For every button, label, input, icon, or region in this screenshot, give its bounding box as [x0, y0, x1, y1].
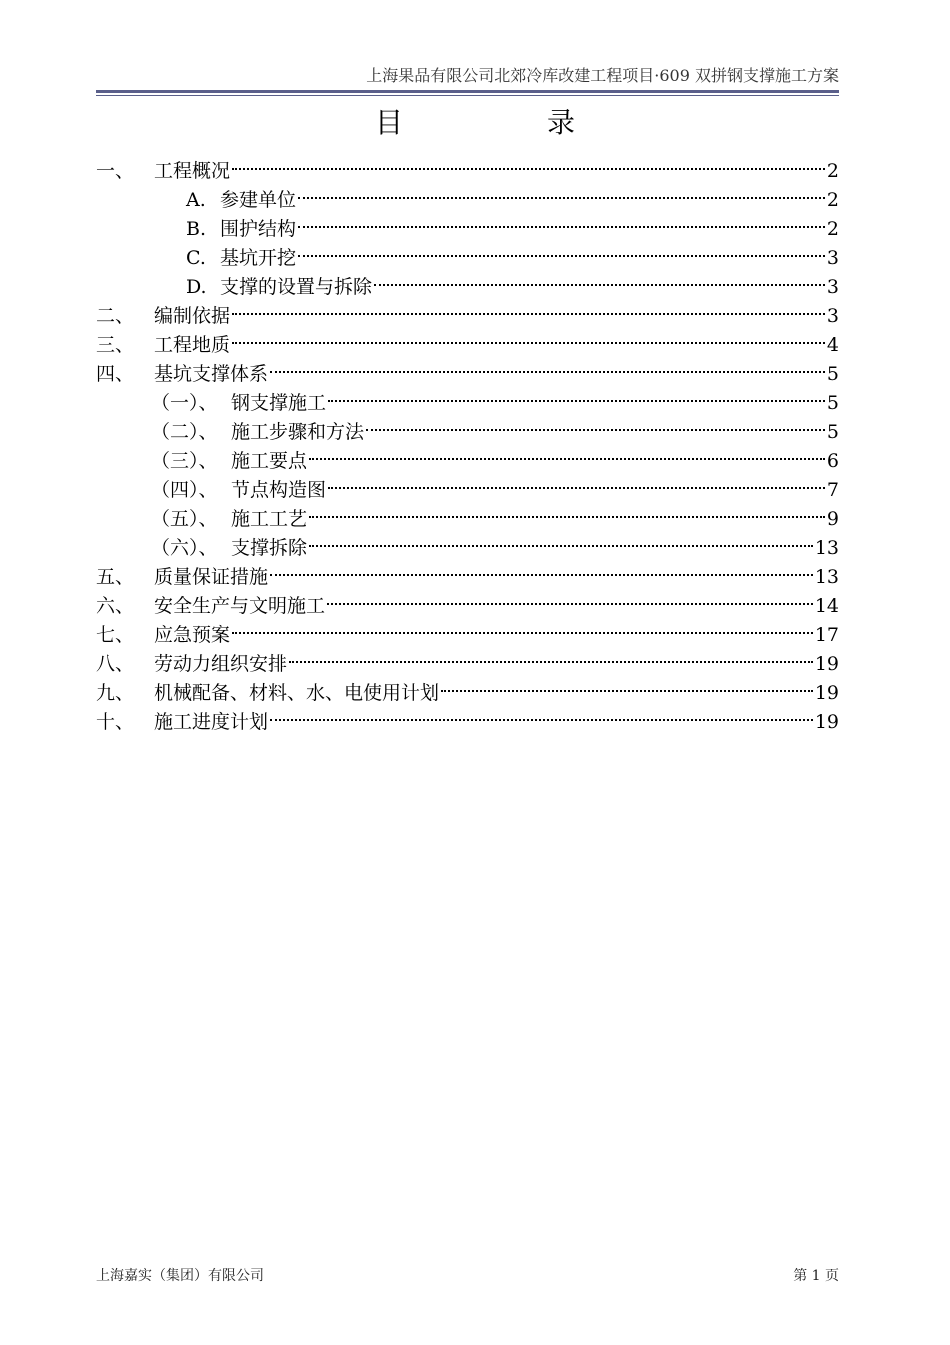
toc-entry-page: 3	[826, 276, 839, 298]
toc-entry-number: D.	[186, 276, 207, 298]
toc-entry-page: 5	[826, 392, 839, 414]
toc-entry-label: 编制依据	[154, 305, 231, 327]
toc-entry-label: 围护结构	[220, 218, 297, 240]
toc-dot-leader	[309, 496, 825, 525]
toc-dot-leader	[298, 206, 825, 235]
toc-entry-number: （四）、	[151, 479, 218, 501]
toc-dot-leader	[328, 467, 825, 496]
toc-list	[96, 148, 839, 733]
toc-entry-page: 19	[814, 711, 839, 733]
toc-entry-page: 7	[826, 479, 839, 501]
toc-entry-page: 19	[814, 653, 839, 675]
toc-entry-label: 钢支撑施工	[231, 392, 327, 414]
toc-dot-leader	[232, 293, 825, 322]
toc-entry-page: 4	[826, 334, 839, 356]
toc-dot-leader	[232, 148, 825, 177]
toc-entry-number: （一）、	[151, 392, 218, 414]
footer-company: 上海嘉实（集团）有限公司	[96, 1268, 264, 1284]
toc-entry-number: 四、	[96, 363, 135, 385]
toc-dot-leader	[328, 380, 825, 409]
toc-entry-label: 工程地质	[154, 334, 231, 356]
toc-entry-page: 2	[826, 189, 839, 211]
toc-entry-page: 3	[826, 305, 839, 327]
toc-dot-leader	[232, 612, 813, 641]
toc-entry-page: 14	[814, 595, 839, 617]
toc-dot-leader	[366, 409, 825, 438]
toc-entry-label: 质量保证措施	[154, 566, 269, 588]
toc-dot-leader	[309, 525, 813, 554]
toc-dot-leader	[270, 554, 813, 583]
toc-entry-number: （五）、	[151, 508, 218, 530]
toc-entry-label: 参建单位	[220, 189, 297, 211]
toc-entry-page: 3	[826, 247, 839, 269]
toc-entry-number: C.	[186, 247, 206, 269]
toc-entry-number: 九、	[96, 682, 135, 704]
toc-entry-number: A.	[186, 189, 206, 211]
toc-entry-label: 基坑支撑体系	[154, 363, 269, 385]
toc-entry-page: 13	[814, 566, 839, 588]
toc-entry-number: 一、	[96, 160, 135, 182]
toc-entry-page: 13	[814, 537, 839, 559]
toc-title	[0, 106, 950, 140]
toc-entry-page: 17	[814, 624, 839, 646]
toc-entry-label: 节点构造图	[231, 479, 327, 501]
toc-dot-leader	[309, 438, 825, 467]
toc-dot-leader	[270, 351, 825, 380]
page-header: 上海果品有限公司北郊冷库改建工程项目·609 双拼钢支撑施工方案	[366, 66, 839, 85]
toc-title-right: 录	[547, 106, 576, 139]
toc-entry-label: 劳动力组织安排	[154, 653, 288, 675]
toc-entry-label: 施工进度计划	[154, 711, 269, 733]
toc-entry-number: 七、	[96, 624, 135, 646]
toc-entry-page: 19	[814, 682, 839, 704]
toc-dot-leader	[327, 583, 813, 612]
toc-entry-number: 五、	[96, 566, 135, 588]
toc-entry-page: 5	[826, 421, 839, 443]
toc-dot-leader	[232, 322, 825, 351]
toc-entry-number: （三）、	[151, 450, 218, 472]
footer-page-number: 第 1 页	[793, 1268, 839, 1284]
toc-entry-label: 应急预案	[154, 624, 231, 646]
toc-title-left: 目	[374, 106, 403, 139]
toc-entry-label: 机械配备、材料、水、电使用计划	[154, 682, 440, 704]
toc-entry-label: 施工步骤和方法	[231, 421, 365, 443]
toc-entry-number: 八、	[96, 653, 135, 675]
toc-dot-leader	[289, 641, 813, 670]
toc-entry-number: B.	[186, 218, 207, 240]
toc-entry-label: 支撑拆除	[231, 537, 308, 559]
toc-entry-page: 5	[826, 363, 839, 385]
toc-dot-leader	[298, 235, 825, 264]
toc-entry-page: 6	[826, 450, 839, 472]
toc-entry-page: 2	[826, 218, 839, 240]
toc-entry-number: （二）、	[151, 421, 218, 443]
header-rule	[96, 90, 839, 93]
toc-entry-number: 十、	[96, 711, 135, 733]
toc-entry-gongcheng-gaikuang[interactable]	[96, 148, 839, 182]
toc-entry-label: 基坑开挖	[220, 247, 297, 269]
toc-dot-leader	[298, 177, 825, 206]
toc-entry-page: 9	[826, 508, 839, 530]
toc-entry-label: 安全生产与文明施工	[154, 595, 326, 617]
toc-entry-page: 2	[826, 160, 839, 182]
toc-entry-label: 施工要点	[231, 450, 308, 472]
header-rule-thin	[96, 95, 839, 96]
toc-entry-label: 施工工艺	[231, 508, 308, 530]
toc-dot-leader	[441, 670, 813, 699]
toc-entry-label: 工程概况	[154, 160, 231, 182]
toc-dot-leader	[374, 264, 825, 293]
toc-entry-number: 三、	[96, 334, 135, 356]
toc-entry-number: 二、	[96, 305, 135, 327]
toc-entry-number: （六）、	[151, 537, 218, 559]
toc-entry-number: 六、	[96, 595, 135, 617]
page-footer	[96, 1266, 839, 1286]
toc-dot-leader	[270, 699, 813, 728]
toc-entry-label: 支撑的设置与拆除	[220, 276, 373, 298]
